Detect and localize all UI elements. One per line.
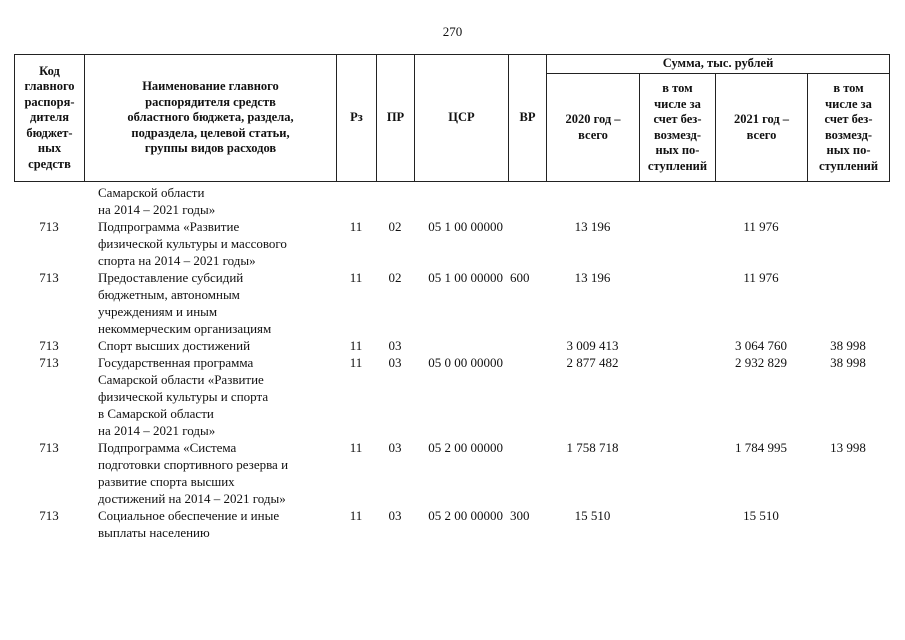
cell-name: Самарской области на 2014 – 2021 годы» (98, 185, 216, 217)
cell-name: Социальное обеспечение и иные выплаты населению (98, 508, 280, 540)
table-header (14, 54, 890, 182)
header-free-2021: в том числе за счет без- возмезд- ных по- ступлений (808, 74, 890, 182)
cell-code: 713 (39, 219, 59, 234)
cell-sum-2021 (715, 184, 807, 218)
cell-rz: 11 (349, 355, 363, 370)
cell-free-2021 (807, 184, 889, 218)
cell-csr: 05 1 00 00000 (428, 219, 503, 234)
cell-name: Государственная программа Самарской области «Развитие физической культуры и спорта в Самарской области на 2014 – 2021 годы» (98, 355, 269, 438)
cell-pr: 03 (388, 508, 402, 523)
cell-csr: 05 2 00 00000 (428, 508, 503, 523)
table-row (14, 269, 889, 337)
table-row (14, 184, 889, 218)
table-row (14, 354, 889, 439)
cell-free-2020 (639, 354, 715, 439)
cell-csr (414, 337, 508, 354)
cell-sum-2021: 3 064 760 (735, 338, 787, 353)
cell-vr (508, 439, 546, 507)
cell-name: Спорт высших достижений (98, 338, 251, 353)
cell-sum-2020 (546, 184, 639, 218)
cell-vr (508, 218, 546, 269)
table-row (14, 439, 889, 507)
table-body (14, 184, 889, 541)
table-row (14, 337, 889, 354)
cell-rz (336, 184, 376, 218)
cell-pr: 03 (388, 440, 402, 455)
cell-sum-2020: 13 196 (574, 219, 611, 234)
cell-sum-2021: 11 976 (743, 219, 779, 234)
page-number: 270 (442, 24, 463, 39)
cell-free-2020 (639, 507, 715, 541)
cell-sum-2020: 1 758 718 (566, 440, 619, 455)
cell-rz: 11 (349, 270, 363, 285)
cell-sum-2021: 1 784 995 (735, 440, 787, 455)
cell-code: 713 (39, 270, 59, 285)
table-row (14, 507, 889, 541)
cell-pr: 02 (388, 270, 402, 285)
cell-free-2020 (639, 269, 715, 337)
cell-free-2020 (639, 218, 715, 269)
cell-pr: 02 (388, 219, 402, 234)
cell-rz: 11 (349, 440, 363, 455)
cell-pr (376, 184, 414, 218)
cell-free-2021 (807, 218, 889, 269)
cell-free-2021: 13 998 (830, 440, 866, 455)
cell-free-2021: 38 998 (830, 355, 866, 370)
cell-rz: 11 (349, 508, 363, 523)
cell-vr: 300 (510, 508, 530, 523)
cell-sum-2021: 2 932 829 (735, 355, 787, 370)
cell-rz: 11 (349, 219, 363, 234)
cell-free-2021 (807, 269, 889, 337)
cell-pr: 03 (388, 338, 402, 353)
cell-free-2021: 38 998 (830, 338, 866, 353)
header-free-2020: в том числе за счет без- возмезд- ных по- ступлений (640, 74, 716, 182)
cell-csr: 05 1 00 00000 (428, 270, 503, 285)
header-sum: Сумма, тыс. рублей (547, 55, 890, 74)
cell-vr: 600 (510, 270, 530, 285)
cell-code: 713 (39, 508, 59, 523)
cell-rz: 11 (349, 338, 363, 353)
cell-sum-2020: 13 196 (574, 270, 611, 285)
cell-free-2020 (639, 439, 715, 507)
cell-sum-2020: 15 510 (574, 508, 611, 523)
cell-code: 713 (39, 440, 59, 455)
cell-pr: 03 (388, 355, 402, 370)
table-row (14, 218, 889, 269)
cell-sum-2021: 11 976 (743, 270, 779, 285)
cell-free-2020 (639, 337, 715, 354)
header-name: Наименование главного распорядителя средств областного бюджета, раздела, подраздела, целевой статьи, группы видов расходов (85, 55, 337, 182)
cell-vr (508, 184, 546, 218)
cell-code: 713 (39, 338, 59, 353)
cell-vr (508, 337, 546, 354)
header-pr: ПР (377, 55, 415, 182)
header-vr: ВР (509, 55, 547, 182)
header-sum-2020: 2020 год – всего (547, 74, 640, 182)
cell-name: Подпрограмма «Развитие физической культуры и массового спорта на 2014 – 2021 годы» (98, 219, 287, 268)
cell-csr (414, 184, 508, 218)
cell-name: Подпрограмма «Система подготовки спортивного резерва и развитие спорта высших достижений на 2014 – 2021 годы» (98, 440, 289, 506)
cell-vr (508, 354, 546, 439)
cell-sum-2021: 15 510 (743, 508, 779, 523)
cell-code: 713 (39, 355, 59, 370)
cell-sum-2020: 2 877 482 (566, 355, 619, 370)
cell-free-2021 (807, 507, 889, 541)
cell-name: Предоставление субсидий бюджетным, автономным учреждениям и иным некоммерческим организациям (98, 270, 272, 336)
cell-free-2020 (639, 184, 715, 218)
cell-csr: 05 2 00 00000 (428, 440, 503, 455)
cell-sum-2020: 3 009 413 (566, 338, 619, 353)
header-csr: ЦСР (415, 55, 509, 182)
header-rz: Рз (337, 55, 377, 182)
cell-csr: 05 0 00 00000 (428, 355, 503, 370)
cell-code (14, 184, 84, 218)
header-code: Код главного распоря- дителя бюджет- ных средств (15, 55, 85, 182)
header-sum-2021: 2021 год – всего (716, 74, 808, 182)
